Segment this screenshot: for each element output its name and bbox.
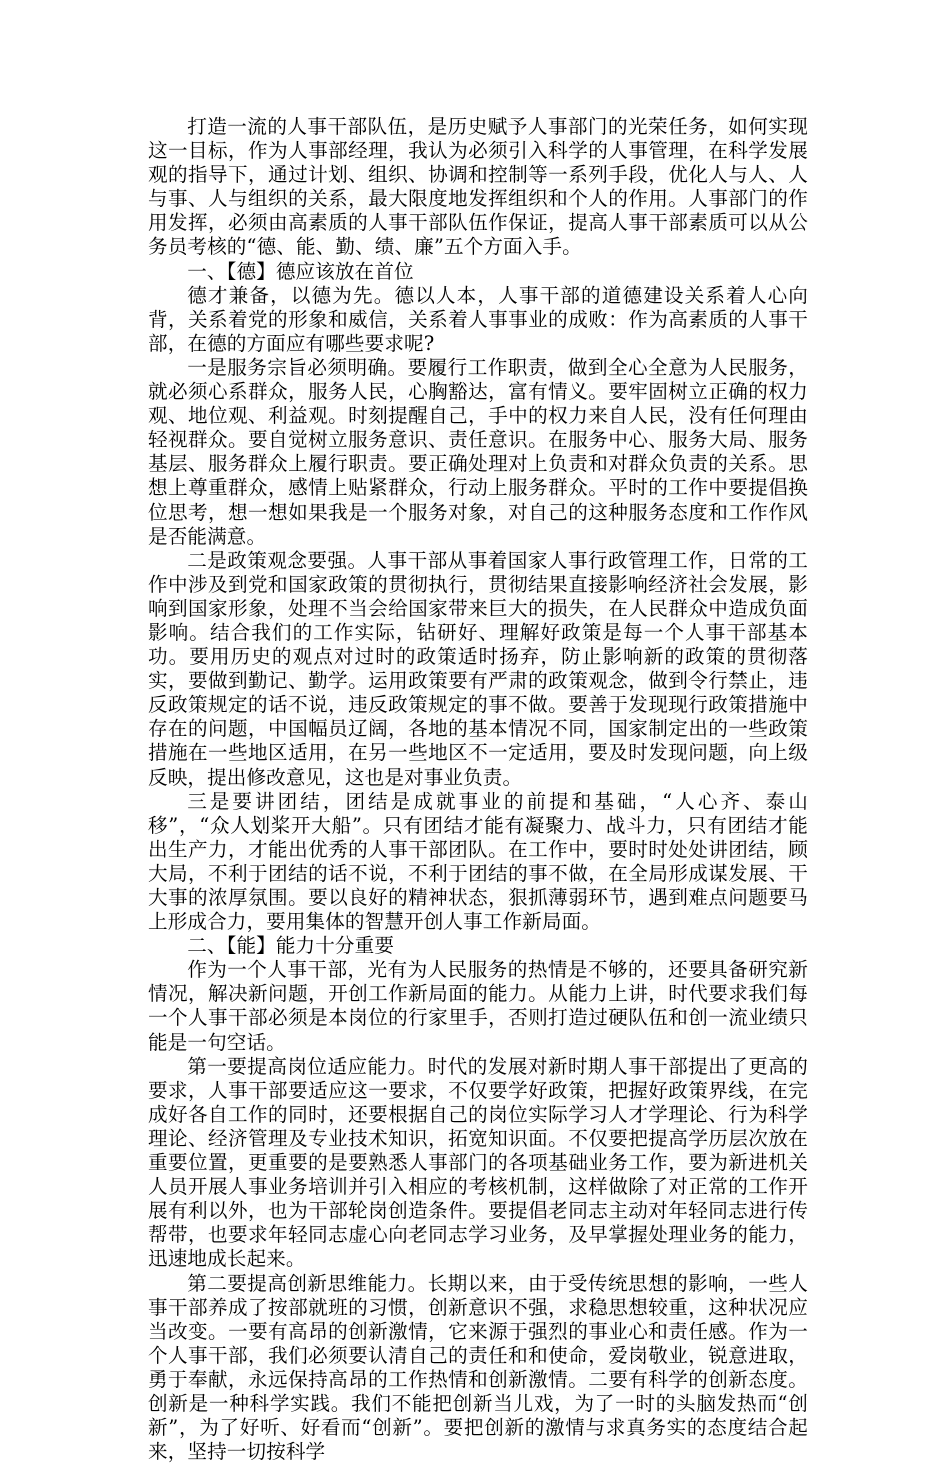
neng-point-two-paragraph: 第二要提高创新思维能力。长期以来，由于受传统思想的影响，一些人事干部养成了按部就班的习惯，创新意识不强，求稳思想较重，这种状况应当改变。一要有高昂的创新激情，它来源于强烈的事业心和责任感。作为一个人事干部，我们必须要认清自己的责任和和使命，爱岗敬业，锐意进取，勇于奉献，永远保持高昂的工作热情和创新激情。二要有科学的创新态度。创新是一种科学实践。我们不能把创新当儿戏，为了一时的头脑发热而“创新”，为了好听、好看而“创新”。要把创新的激情与求真务实的态度结合起来，坚持一切按科学 [148, 1272, 808, 1464]
de-point-three-paragraph: 三是要讲团结，团结是成就事业的前提和基础，“人心齐、泰山移”，“众人划桨开大船”。只有团结才能有凝聚力、战斗力，只有团结才能出生产力，才能出优秀的人事干部团队。在工作中，要时时处处讲团结，顾大局，不利于团结的话不说，不利于团结的事不做，在全局形成谋发展、干大事的浓厚氛围。要以良好的精神状态，狠抓薄弱环节，遇到难点问题要马上形成合力，要用集体的智慧开创人事工作新局面。 [148, 790, 808, 935]
section-heading-neng: 二、【能】能力十分重要 [148, 934, 808, 958]
document-body [148, 115, 808, 1464]
de-point-one-paragraph: 一是服务宗旨必须明确。要履行工作职责，做到全心全意为人民服务，就必须心系群众，服务人民，心胸豁达，富有情义。要牢固树立正确的权力观、地位观、利益观。时刻提醒自己，手中的权力来自人民，没有任何理由轻视群众。要自觉树立服务意识、责任意识。在服务中心、服务大局、服务基层、服务群众上履行职责。要正确处理对上负责和对群众负责的关系。思想上尊重群众，感情上贴紧群众，行动上服务群众。平时的工作中要提倡换位思考，想一想如果我是一个服务对象，对自己的这种服务态度和工作作风是否能满意。 [148, 356, 808, 549]
intro-paragraph: 打造一流的人事干部队伍，是历史赋予人事部门的光荣任务，如何实现这一目标，作为人事部经理，我认为必须引入科学的人事管理，在科学发展观的指导下，通过计划、组织、协调和控制等一系列手段，优化人与人、人与事、人与组织的关系，最大限度地发挥组织和个人的作用。人事部门的作用发挥，必须由高素质的人事干部队伍作保证，提高人事干部素质可以从公务员考核的“德、能、勤、绩、廉”五个方面入手。 [148, 115, 808, 260]
neng-point-one-paragraph: 第一要提高岗位适应能力。时代的发展对新时期人事干部提出了更高的要求，人事干部要适应这一要求，不仅要学好政策，把握好政策界线，在完成好各自工作的同时，还要根据自己的岗位实际学习人才学理论、行为科学理论、经济管理及专业技术知识，拓宽知识面。不仅要把提高学历层次放在重要位置，更重要的是要熟悉人事部门的各项基础业务工作，要为新进机关人员开展人事业务培训并引入相应的考核机制，这样做除了对正常的工作开展有利以外，也为干部轮岗创造条件。要提倡老同志主动对年轻同志进行传帮带，也要求年轻同志虚心向老同志学习业务，及早掌握处理业务的能力，迅速地成长起来。 [148, 1055, 808, 1272]
neng-intro-paragraph: 作为一个人事干部，光有为人民服务的热情是不够的，还要具备研究新情况，解决新问题，开创工作新局面的能力。从能力上讲，时代要求我们每一个人事干部必须是本岗位的行家里手，否则打造过硬队伍和创一流业绩只能是一句空话。 [148, 958, 808, 1054]
de-intro-paragraph: 德才兼备，以德为先。德以人本，人事干部的道德建设关系着人心向背，关系着党的形象和威信，关系着人事事业的成败：作为高素质的人事干部，在德的方面应有哪些要求呢? [148, 284, 808, 356]
de-point-two-paragraph: 二是政策观念要强。人事干部从事着国家人事行政管理工作，日常的工作中涉及到党和国家政策的贯彻执行，贯彻结果直接影响经济社会发展，影响到国家形象，处理不当会给国家带来巨大的损失，在人民群众中造成负面影响。结合我们的工作实际，钻研好、理解好政策是每一个人事干部基本功。要用历史的观点对过时的政策适时扬弃，防止影响新的政策的贯彻落实，要做到勤记、勤学。运用政策要有严肃的政策观念，做到令行禁止，违反政策规定的话不说，违反政策规定的事不做。要善于发现现行政策措施中存在的问题，中国幅员辽阔，各地的基本情况不同，国家制定出的一些政策措施在一些地区适用，在另一些地区不一定适用，要及时发现问题，向上级反映，提出修改意见，这也是对事业负责。 [148, 549, 808, 790]
section-heading-de: 一、【德】德应该放在首位 [148, 260, 808, 284]
